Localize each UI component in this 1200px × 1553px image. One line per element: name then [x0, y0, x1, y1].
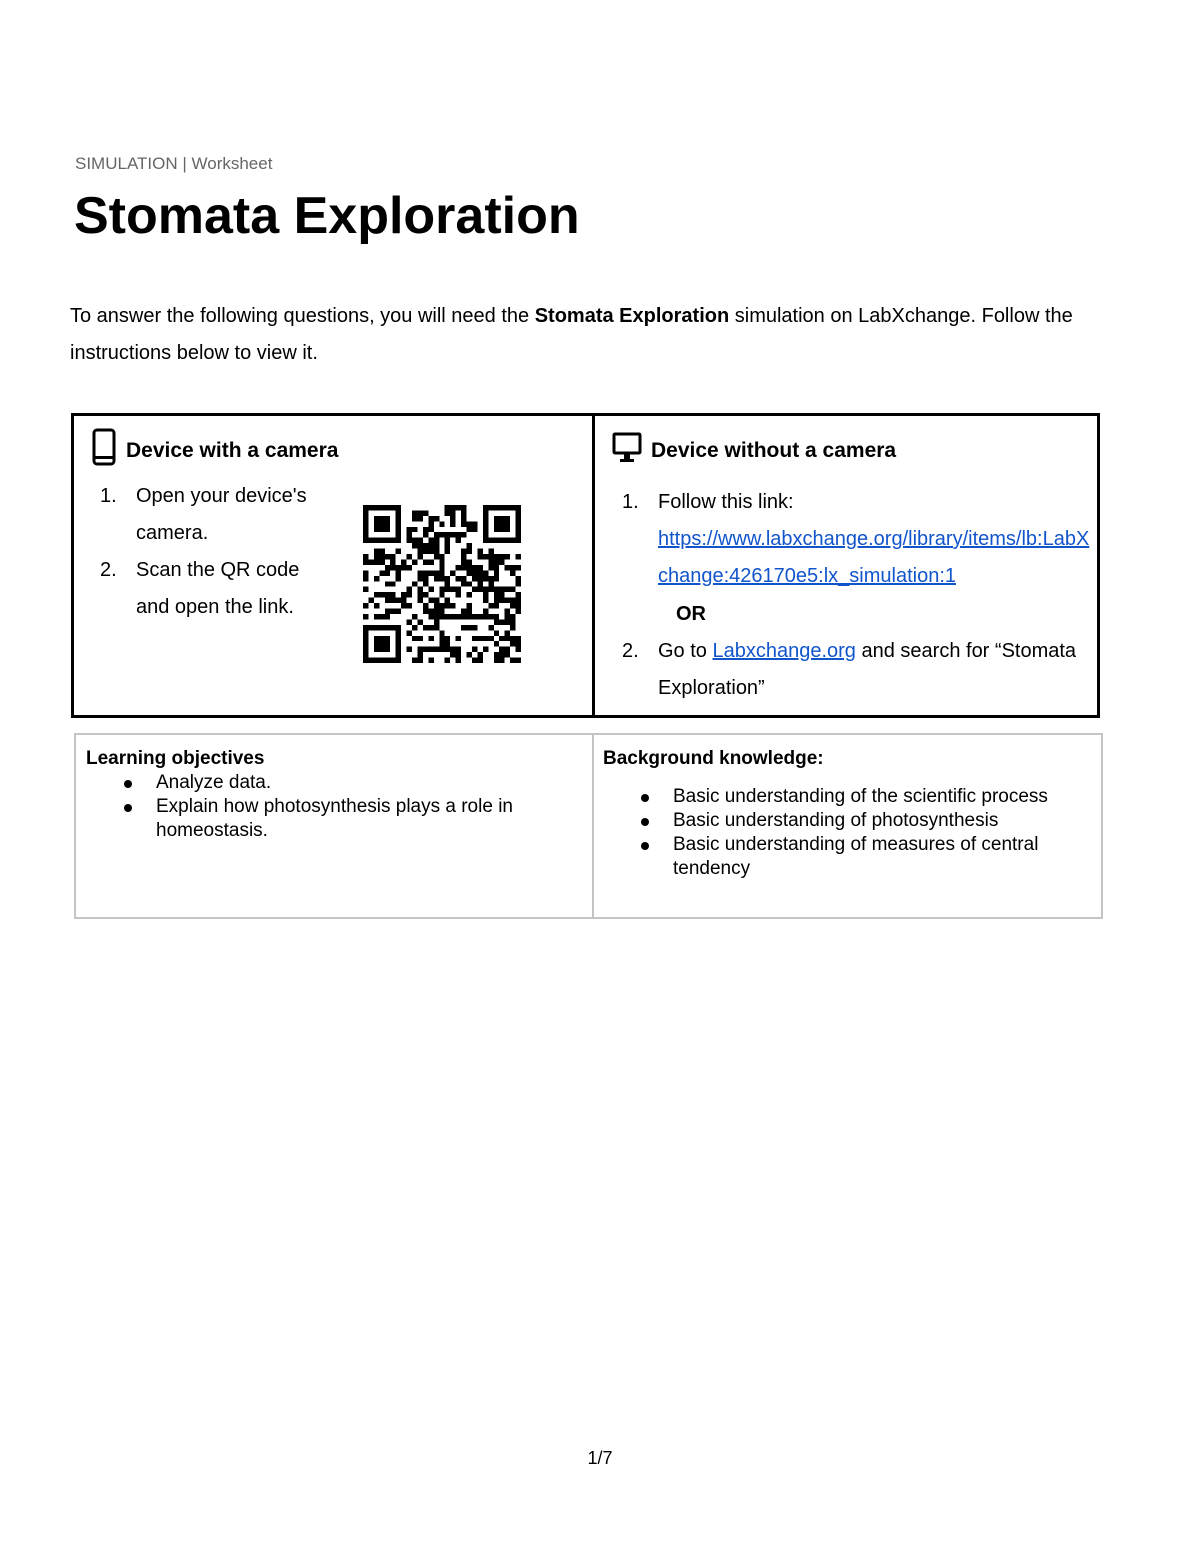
bullet-icon	[641, 842, 649, 850]
step-text: Follow this link:	[658, 491, 794, 513]
camera-steps	[100, 478, 330, 626]
list-item-text: Basic understanding of measures of central tendency	[673, 834, 1039, 879]
bullet-icon	[641, 818, 649, 826]
step-text: Go to	[658, 640, 713, 662]
background-knowledge-column	[594, 735, 1101, 917]
page-number: 1/7	[587, 1448, 613, 1468]
list-item	[86, 771, 582, 795]
phone-icon	[90, 428, 118, 466]
access-instructions-table	[71, 413, 1100, 718]
no-camera-steps-2	[622, 633, 1092, 707]
step-number: 1.	[622, 491, 639, 513]
worksheet-eyebrow: SIMULATION | Worksheet	[75, 154, 273, 173]
list-item	[86, 795, 582, 843]
no-camera-step	[622, 633, 1092, 707]
background-knowledge-list	[603, 785, 1091, 881]
step-number: 1.	[100, 485, 117, 507]
step-text: Open your device's camera.	[136, 485, 307, 544]
step-text: and search for “Stomata Exploration”	[658, 640, 1077, 699]
intro-paragraph	[70, 298, 1130, 372]
camera-step	[100, 552, 330, 626]
intro-text-start: To answer the following questions, you will need the	[70, 305, 535, 327]
list-item-text: Basic understanding of the scientific process	[673, 786, 1048, 807]
no-camera-column	[595, 416, 1097, 715]
step-number: 2.	[100, 559, 117, 581]
intro-bold-sim-name: Stomata Exploration	[534, 305, 730, 327]
monitor-icon	[611, 428, 643, 466]
simulation-link[interactable]: https://www.labxchange.org/library/items/lb:LabXchange:426170e5:lx_simulation:1	[658, 528, 1090, 587]
no-camera-heading-text: Device without a camera	[651, 439, 897, 462]
step-text: Scan the QR code and open the link.	[136, 559, 300, 618]
list-item	[603, 833, 1091, 881]
info-table	[74, 733, 1103, 919]
no-camera-steps	[622, 484, 1092, 595]
step-number: 2.	[622, 640, 639, 662]
no-camera-heading	[611, 428, 896, 466]
list-item-text: Explain how photosynthesis plays a role in homeostasis.	[156, 796, 513, 841]
learning-objectives-column	[76, 735, 594, 917]
labxchange-link[interactable]: Labxchange.org	[712, 640, 856, 662]
list-item	[603, 809, 1091, 833]
list-item-text: Basic understanding of photosynthesis	[673, 810, 999, 831]
background-knowledge-heading: Background knowledge:	[603, 748, 824, 769]
list-item	[603, 785, 1091, 809]
learning-objectives-list	[86, 771, 582, 843]
learning-objectives-heading: Learning objectives	[86, 748, 265, 769]
page-title: Stomata Exploration	[74, 187, 580, 245]
list-item-text: Analyze data.	[156, 772, 272, 793]
bullet-icon	[124, 804, 132, 812]
no-camera-step	[622, 484, 1092, 595]
bullet-icon	[641, 794, 649, 802]
camera-heading	[90, 428, 338, 466]
camera-heading-text: Device with a camera	[126, 439, 339, 462]
bullet-icon	[124, 780, 132, 788]
camera-step	[100, 478, 330, 552]
intro-text-end: simulation on LabXchange. Follow the instructions below to view it.	[70, 305, 1073, 364]
camera-column	[74, 416, 595, 715]
qr-code-icon[interactable]	[363, 505, 521, 663]
or-divider: OR	[676, 603, 706, 625]
